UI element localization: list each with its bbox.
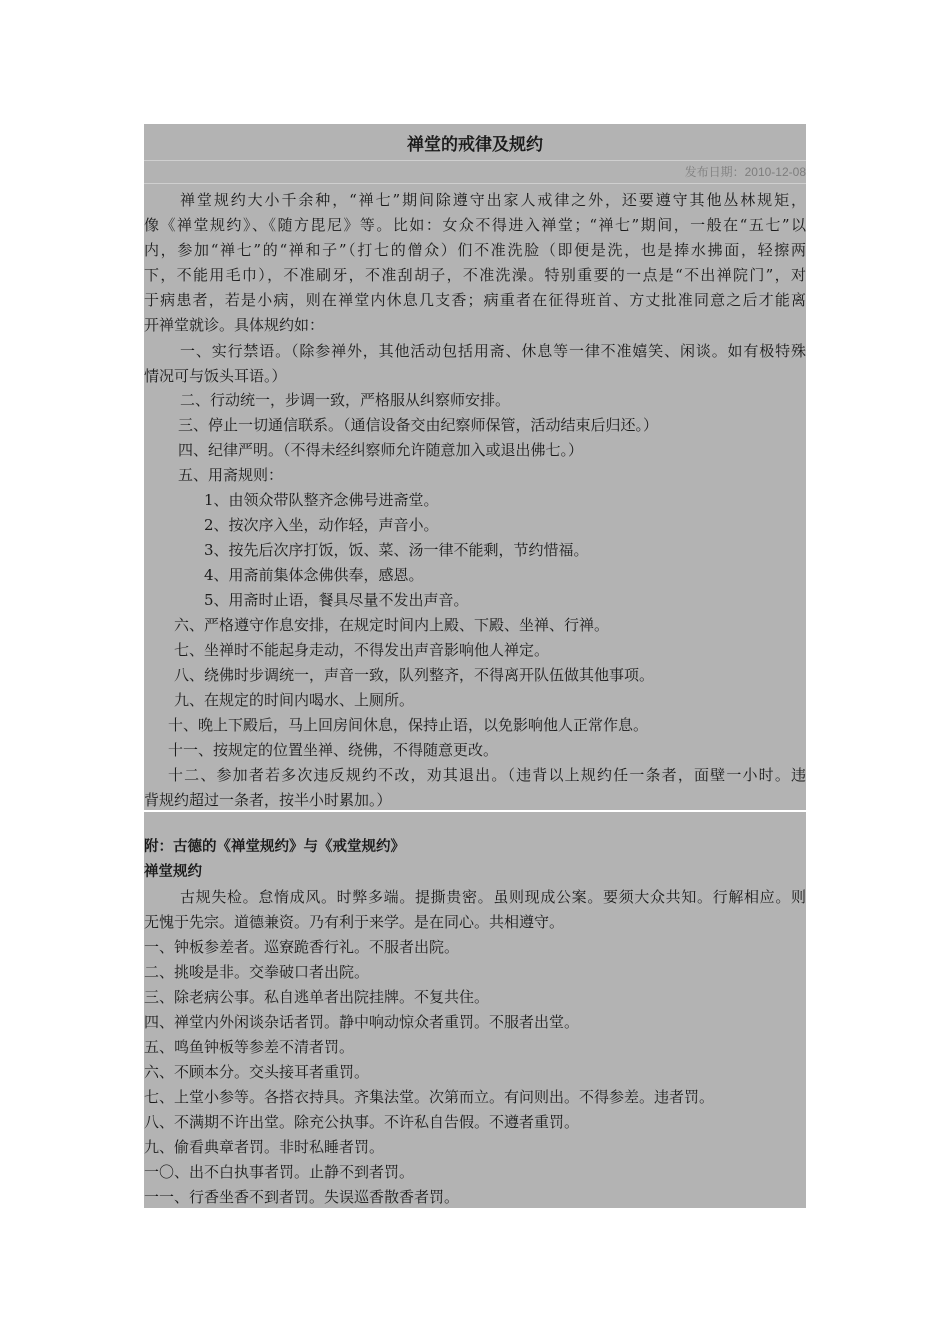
- appendix-item: 二、挑唆是非。交拳破口者出院。: [144, 963, 370, 981]
- appendix-item: 八、不满期不许出堂。除充公执事。不许私自告假。不遵者重罚。: [144, 1113, 580, 1131]
- rule-line: 十、晚上下殿后，马上回房间休息，保持止语，以免影响他人正常作息。: [168, 716, 649, 734]
- publish-date: 发布日期：2010-12-08: [144, 161, 806, 184]
- appendix-item: 五、鸣鱼钟板等参差不清者罚。: [144, 1038, 355, 1056]
- rule-line: 三、停止一切通信联系。（通信设备交由纪察师保管，活动结束后归还。）: [178, 416, 659, 434]
- rule-line: 二、行动统一，步调一致，严格服从纠察师安排。: [180, 391, 511, 409]
- article-title: 禅堂的戒律及规约: [144, 124, 806, 161]
- rule-line: 情况可与饭头耳语。）: [144, 367, 287, 385]
- appendix-intro-line: 古规失检。怠惰成风。时弊多端。提撕贵密。虽则现成公案。要须大众共知。行解相应。则: [180, 888, 806, 906]
- appendix-item: 一、钟板参差者。巡寮跪香行礼。不服者出院。: [144, 938, 460, 956]
- rule-line: 十二、参加者若多次违反规约不改，劝其退出。（违背以上规约任一条者，面壁一小时。违: [168, 766, 806, 784]
- appendix-item: 一一、行香坐香不到者罚。失误巡香散香者罚。: [144, 1188, 460, 1206]
- rule-line: 六、严格遵守作息安排，在规定时间内上殿、下殿、坐禅、行禅。: [174, 616, 610, 634]
- rule-line: 五、用斋规则：: [178, 466, 284, 484]
- appendix-item: 一〇、出不白执事者罚。止静不到者罚。: [144, 1163, 415, 1181]
- intro-line: 于病患者，若是小病，则在禅堂内休息几支香；病重者在征得班首、方丈批准同意之后才能离: [144, 291, 806, 309]
- meal-rule-line: 2、按次序入坐，动作轻，声音小。: [204, 516, 439, 534]
- rule-line: 九、在规定的时间内喝水、上厕所。: [174, 691, 415, 709]
- meal-rule-line: 3、按先后次序打饭，饭、菜、汤一律不能剩，节约惜福。: [204, 541, 589, 559]
- appendix-item: 九、偷看典章者罚。非时私睡者罚。: [144, 1138, 385, 1156]
- appendix-item: 三、除老病公事。私自逃单者出院挂牌。不复共住。: [144, 988, 490, 1006]
- article-panel: [144, 124, 806, 810]
- appendix-item: 六、不顾本分。交头接耳者重罚。: [144, 1063, 370, 1081]
- rule-line: 八、绕佛时步调统一，声音一致，队列整齐，不得离开队伍做其他事项。: [174, 666, 655, 684]
- rule-line: 背规约超过一条者，按半小时累加。）: [144, 791, 392, 809]
- appendix-subheading: 禅堂规约: [144, 864, 202, 880]
- appendix-item: 七、上堂小参等。各搭衣持具。齐集法堂。次第而立。有问则出。不得参差。违者罚。: [144, 1088, 715, 1106]
- rule-line: 四、纪律严明。（不得未经纠察师允许随意加入或退出佛七。）: [178, 441, 584, 459]
- meal-rule-line: 4、用斋前集体念佛供奉，感恩。: [204, 566, 424, 584]
- appendix-item: 四、禅堂内外闲谈杂话者罚。静中响动惊众者重罚。不服者出堂。: [144, 1013, 580, 1031]
- intro-line: 内，参加“禅七”的“禅和子”（打七的僧众）们不准洗脸（即便是洗，也是捧水拂面，轻擦两: [144, 241, 806, 259]
- intro-line: 像《禅堂规约》、《随方毘尼》等。比如：女众不得进入禅堂；“禅七”期间，一般在“五七”以: [144, 216, 806, 234]
- rule-line: 一、实行禁语。（除参禅外，其他活动包括用斋、休息等一律不准嬉笑、闲谈。如有极特殊: [180, 342, 806, 360]
- rule-line: 七、坐禅时不能起身走动，不得发出声音影响他人禅定。: [174, 641, 550, 659]
- rule-line: 十一、按规定的位置坐禅、绕佛，不得随意更改。: [168, 741, 499, 759]
- intro-line: 禅堂规约大小千余种，“禅七”期间除遵守出家人戒律之外，还要遵守其他丛林规矩，: [180, 191, 806, 209]
- meal-rule-line: 1、由领众带队整齐念佛号进斋堂。: [204, 491, 439, 509]
- appendix-panel: [144, 812, 806, 1208]
- meal-rule-line: 5、用斋时止语，餐具尽量不发出声音。: [204, 591, 469, 609]
- intro-line: 下，不能用毛巾），不准刷牙，不准刮胡子，不准洗澡。特别重要的一点是“不出禅院门”，对: [144, 266, 806, 284]
- intro-line: 开禅堂就诊。具体规约如：: [144, 316, 325, 334]
- appendix-heading: 附：古德的《禅堂规约》与《戒堂规约》: [144, 839, 405, 855]
- appendix-intro-line: 无愧于先宗。道德兼资。乃有利于来学。是在同心。共相遵守。: [144, 913, 565, 931]
